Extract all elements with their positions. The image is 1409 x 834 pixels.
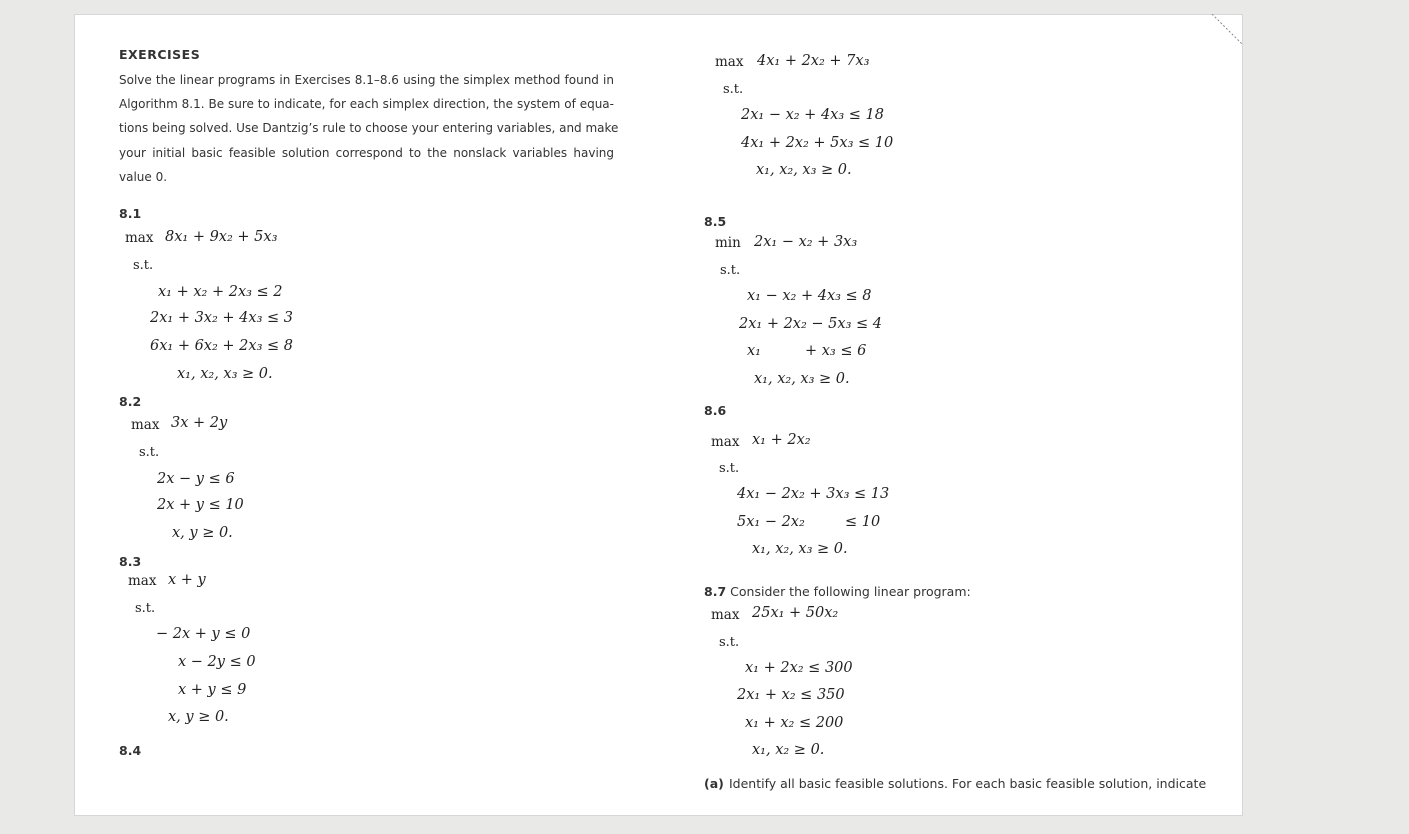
exercise-number: 8.2 xyxy=(119,394,142,409)
intro-line: Solve the linear programs in Exercises 8.1–8.6 using the simplex method found in xyxy=(119,73,614,87)
page-corner-fold-mark xyxy=(1212,14,1252,50)
exercise-number: 8.5 xyxy=(704,214,727,229)
constraint: 2x₁ − x₂ + 4x₃ ≤ 18 xyxy=(741,107,884,123)
objective-keyword: max xyxy=(711,434,740,450)
constraint: x + y ≤ 9 xyxy=(178,682,247,698)
exercise-8-7-intro xyxy=(704,583,971,601)
objective-keyword: max xyxy=(715,54,744,70)
constraint: 6x₁ + 6x₂ + 2x₃ ≤ 8 xyxy=(150,338,293,354)
exercise-number: 8.7 xyxy=(704,584,727,599)
intro-line: tions being solved. Use Dantzig’s rule to choose your entering variables, and make xyxy=(119,121,619,136)
nonnegativity-constraint: x₁, x₂ ≥ 0. xyxy=(752,742,825,758)
constraint: 2x₁ + x₂ ≤ 350 xyxy=(737,687,845,703)
constraint: 2x − y ≤ 6 xyxy=(157,471,235,487)
objective-keyword: max xyxy=(125,230,154,246)
constraint: 5x₁ − 2x₂ xyxy=(737,514,805,530)
subject-to-label: s.t. xyxy=(139,445,160,460)
objective-expression: 3x + 2y xyxy=(171,415,228,431)
constraint-variable: x₁ xyxy=(747,343,761,359)
constraint: x₁ + x₂ ≤ 200 xyxy=(745,715,844,731)
nonnegativity-constraint: x₁, x₂, x₃ ≥ 0. xyxy=(752,541,848,557)
exercise-number: 8.4 xyxy=(119,743,142,758)
constraint: 2x₁ + 2x₂ − 5x₃ ≤ 4 xyxy=(739,316,882,332)
constraint-bound: ≤ 10 xyxy=(845,514,881,530)
objective-expression: x₁ + 2x₂ xyxy=(752,432,811,448)
constraint: 4x₁ − 2x₂ + 3x₃ ≤ 13 xyxy=(737,486,890,502)
nonnegativity-constraint: x, y ≥ 0. xyxy=(168,709,229,725)
constraint: 2x + y ≤ 10 xyxy=(157,497,244,513)
nonnegativity-constraint: x, y ≥ 0. xyxy=(172,525,233,541)
subject-to-label: s.t. xyxy=(719,635,740,650)
exercise-number: 8.1 xyxy=(119,206,142,221)
nonnegativity-constraint: x₁, x₂, x₃ ≥ 0. xyxy=(754,371,850,387)
exercise-text: Consider the following linear program: xyxy=(730,584,971,599)
constraint: x₁ + 2x₂ ≤ 300 xyxy=(745,660,853,676)
constraint: 4x₁ + 2x₂ + 5x₃ ≤ 10 xyxy=(741,135,894,151)
subject-to-label: s.t. xyxy=(133,258,154,273)
objective-expression: x + y xyxy=(168,572,206,588)
constraint: x − 2y ≤ 0 xyxy=(178,654,256,670)
intro-paragraph xyxy=(119,68,619,189)
nonnegativity-constraint: x₁, x₂, x₃ ≥ 0. xyxy=(177,366,273,382)
subject-to-label: s.t. xyxy=(135,601,156,616)
exercise-number: 8.3 xyxy=(119,554,142,569)
intro-line: your initial basic feasible solution correspond to the nonslack variables having xyxy=(119,145,614,160)
objective-expression: 2x₁ − x₂ + 3x₃ xyxy=(754,234,858,250)
objective-expression: 8x₁ + 9x₂ + 5x₃ xyxy=(165,229,278,245)
nonnegativity-constraint: x₁, x₂, x₃ ≥ 0. xyxy=(756,162,852,178)
constraint: + x₃ ≤ 6 xyxy=(805,343,867,359)
constraint: x₁ − x₂ + 4x₃ ≤ 8 xyxy=(747,288,872,304)
part-text: Identify all basic feasible solutions. For each basic feasible solution, indicate xyxy=(728,776,1207,791)
exercise-number: 8.6 xyxy=(704,403,727,418)
subject-to-label: s.t. xyxy=(719,461,740,476)
objective-expression: 25x₁ + 50x₂ xyxy=(752,605,839,621)
objective-keyword: max xyxy=(128,573,157,589)
constraint: 2x₁ + 3x₂ + 4x₃ ≤ 3 xyxy=(150,310,293,326)
part-a xyxy=(704,773,1206,792)
constraint: x₁ + x₂ + 2x₃ ≤ 2 xyxy=(158,284,283,300)
objective-expression: 4x₁ + 2x₂ + 7x₃ xyxy=(757,53,870,69)
objective-keyword: max xyxy=(131,417,160,433)
subject-to-label: s.t. xyxy=(720,263,741,278)
intro-line: Algorithm 8.1. Be sure to indicate, for each simplex direction, the system of equa- xyxy=(119,97,614,112)
objective-keyword: max xyxy=(711,607,740,623)
objective-keyword: min xyxy=(715,235,741,251)
intro-line: value 0. xyxy=(119,169,168,184)
part-label: (a) xyxy=(704,776,724,791)
subject-to-label: s.t. xyxy=(723,82,744,97)
constraint: − 2x + y ≤ 0 xyxy=(156,626,251,642)
exercises-heading: EXERCISES xyxy=(119,47,201,62)
